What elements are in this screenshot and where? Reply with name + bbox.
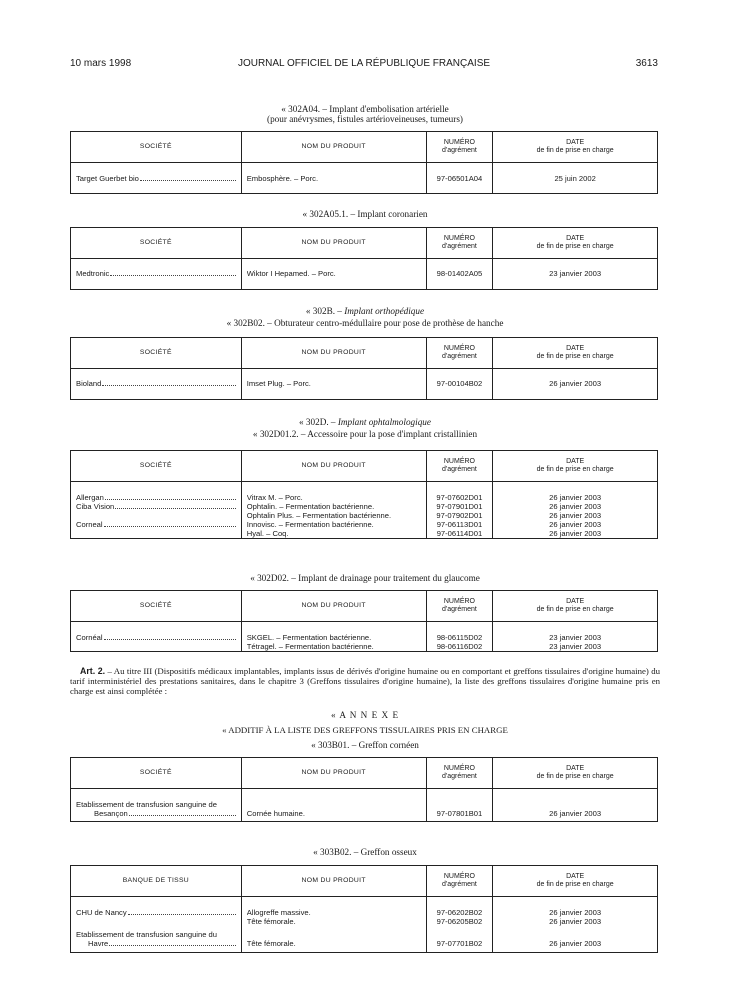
product-table xyxy=(70,227,658,290)
table-row: Allergan Ciba Vision Corneal Vitrax M. – Porc. Ophtalin. – Fermentation bactérienne. Ophtalin Plus. – Fermentation bactérienne. Innovisc. – Fermentation bactérienne. Hyal. – Coq. 97-07602D01 97-07901D01 97-07902D01 97-06113D01 97-06114D01 26 janvier 2003 26 janvier 2003 26 janvier 2003 26 janvier 2003 26 janvier 2003 xyxy=(71,482,658,539)
section-caption: « 302A04. – Implant d'embolisation artérielle (pour anévrysmes, fistules artérioveineuses, tumeurs) xyxy=(267,104,463,124)
table-header: SOCIÉTÉ NOM DU PRODUIT NUMÉRO d'agrément DATE de fin de prise en charge xyxy=(71,451,658,482)
table-header: SOCIÉTÉ NOM DU PRODUIT NUMÉRO d'agrément DATE de fin de prise en charge xyxy=(71,338,658,369)
table-row: Cornéal SKGEL. – Fermentation bactérienne. Tétragel. – Fermentation bactérienne. 98-06115D02 98-06116D02 23 janvier 2003 23 janvier 2003 xyxy=(71,622,658,652)
section-caption: « 302B. – Implant orthopédique « 302B02. – Obturateur centro-médullaire pour pose de prothèse de hanche xyxy=(226,306,504,328)
article-paragraph xyxy=(70,666,660,696)
greffon-table xyxy=(70,757,658,822)
running-header xyxy=(70,58,658,72)
table-row: Medtronic Wiktor I Hepamed. – Porc. 98-01402A05 23 janvier 2003 xyxy=(71,259,658,290)
table-header: SOCIÉTÉ NOM DU PRODUIT NUMÉRO d'agrément DATE de fin de prise en charge xyxy=(71,591,658,622)
issue-date: 10 mars 1998 xyxy=(70,58,132,69)
greffon-table xyxy=(70,865,658,953)
annexe-title: « A N N E X E xyxy=(330,710,400,720)
product-table xyxy=(70,131,658,194)
section-caption: « 303B01. – Greffon cornéen xyxy=(311,740,419,750)
annexe-subtitle: « ADDITIF À LA LISTE DES GREFFONS TISSULAIRES PRIS EN CHARGE xyxy=(222,725,508,735)
product-table xyxy=(70,590,658,652)
table-row: Bioland Imset Plug. – Porc. 97-00104B02 26 janvier 2003 xyxy=(71,369,658,400)
product-table xyxy=(70,337,658,400)
section-caption: « 302A05.1. – Implant coronarien xyxy=(302,209,428,219)
journal-title: JOURNAL OFFICIEL DE LA RÉPUBLIQUE FRANÇAISE xyxy=(237,58,491,69)
article-text: – Au titre III (Dispositifs médicaux implantables, implants issus de dérivés d'origine humaine ou en comportant et greffons tissulaires d'origine humaine) du tarif interministériel des prestations sanitaires, dans le chapitre 3 (Greffons tissulaires d'origine humaine), la liste des greffons tissulaires d'origine humaine pris en charge est ainsi complétée : xyxy=(70,666,660,696)
table-row: Etablissement de transfusion sanguine de Besançon Cornée humaine. 97-07801B01 26 janvier 2003 xyxy=(71,789,658,822)
table-header: SOCIÉTÉ NOM DU PRODUIT NUMÉRO d'agrément DATE de fin de prise en charge xyxy=(71,758,658,789)
table-header: BANQUE DE TISSU NOM DU PRODUIT NUMÉRO d'agrément DATE de fin de prise en charge xyxy=(71,866,658,897)
page-number: 3613 xyxy=(635,58,658,69)
section-caption: « 303B02. – Greffon osseux xyxy=(313,847,417,857)
section-caption: « 302D. – Implant ophtalmologique « 302D01.2. – Accessoire pour la pose d'implant cristallinien xyxy=(252,417,478,439)
table-header: SOCIÉTÉ NOM DU PRODUIT NUMÉRO d'agrément DATE de fin de prise en charge xyxy=(71,228,658,259)
section-caption: « 302D02. – Implant de drainage pour traitement du glaucome xyxy=(250,573,480,583)
product-table xyxy=(70,450,658,539)
table-row: Target Guerbet bio Embosphère. – Porc. 97-06501A04 25 juin 2002 xyxy=(71,163,658,194)
article-label: Art. 2. xyxy=(80,666,106,676)
table-row: CHU de Nancy Etablissement de transfusion sanguine du Havre Allogreffe massive. Tête fémorale. Tête fémorale. 97-06202B02 97-06205B02 97-07701B02 26 janvier 2003 26 janvier 2003 26 janvier 2003 xyxy=(71,897,658,953)
table-header: SOCIÉTÉ NOM DU PRODUIT NUMÉRO d'agrément DATE de fin de prise en charge xyxy=(71,132,658,163)
